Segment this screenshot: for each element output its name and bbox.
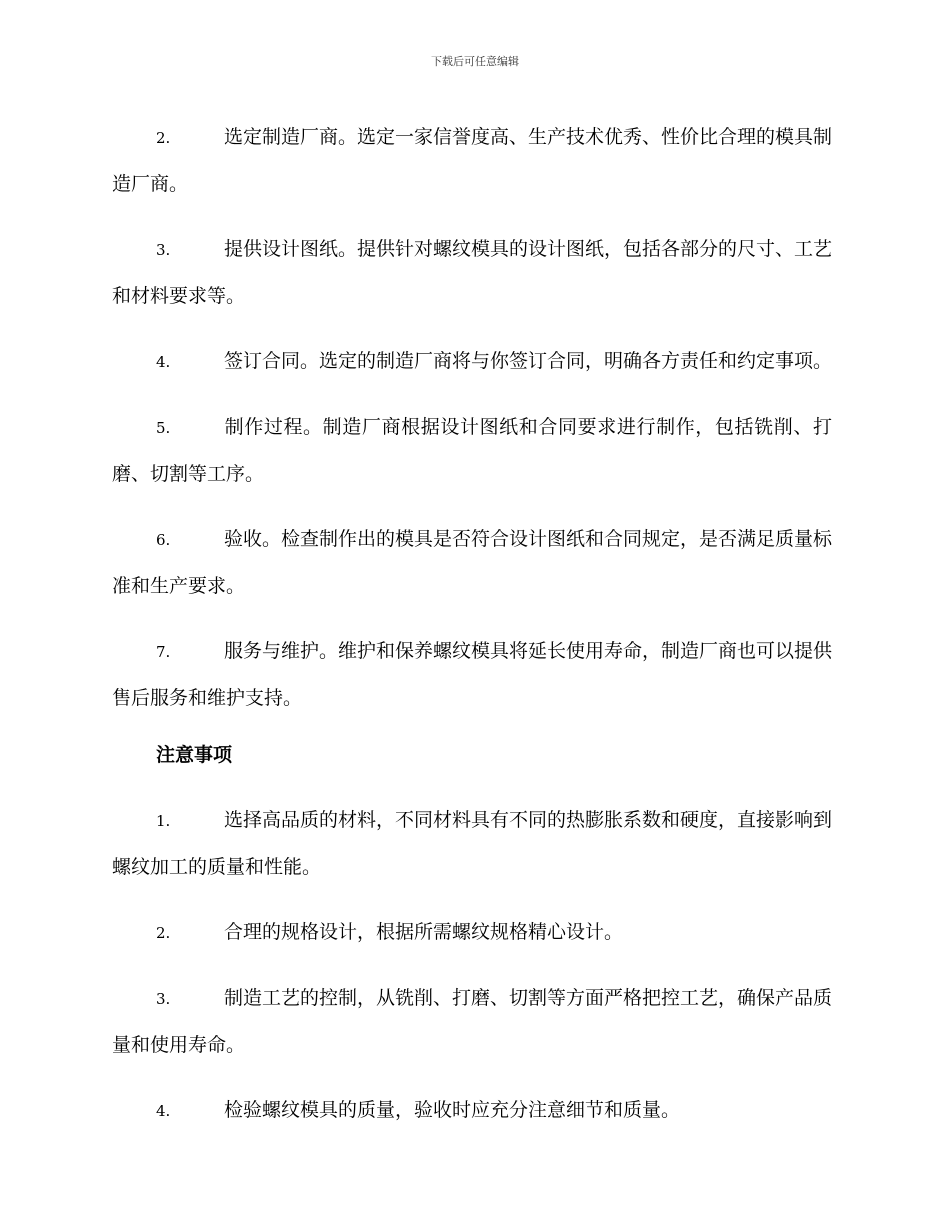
step-item: [112, 628, 832, 721]
note-text: 检验螺纹模具的质量，验收时应充分注意细节和质量。: [224, 1099, 681, 1121]
note-item: [112, 909, 832, 956]
step-item: [112, 404, 832, 497]
note-number: 4.: [156, 1102, 171, 1120]
step-item: [112, 114, 832, 207]
page-header: 下载后可任意编辑: [431, 55, 519, 68]
note-number: 1.: [156, 812, 171, 830]
step-text: 选定制造厂商。选定一家信誉度高、生产技术优秀、性价比合理的模具制造厂商。: [112, 126, 833, 195]
step-number: 7.: [156, 643, 171, 661]
note-item: [112, 1087, 832, 1134]
note-item: [112, 975, 832, 1068]
note-text: 合理的规格设计，根据所需螺纹规格精心设计。: [224, 921, 624, 943]
note-number: 3.: [156, 990, 171, 1008]
note-text: 制造工艺的控制，从铣削、打磨、切割等方面严格把控工艺，确保产品质量和使用寿命。: [112, 987, 833, 1056]
step-number: 2.: [156, 129, 171, 147]
step-item: [112, 338, 832, 385]
step-number: 5.: [156, 419, 171, 437]
step-text: 服务与维护。维护和保养螺纹模具将延长使用寿命，制造厂商也可以提供售后服务和维护支持。: [112, 640, 833, 709]
step-item: [112, 226, 832, 319]
step-number: 4.: [156, 353, 171, 371]
note-item: [112, 797, 832, 890]
step-text: 签订合同。选定的制造厂商将与你签订合同，明确各方责任和约定事项。: [224, 350, 833, 372]
step-text: 验收。检查制作出的模具是否符合设计图纸和合同规定，是否满足质量标准和生产要求。: [112, 528, 833, 597]
step-text: 制作过程。制造厂商根据设计图纸和合同要求进行制作，包括铣削、打磨、切割等工序。: [112, 416, 832, 485]
step-item: [112, 516, 832, 609]
step-text: 提供设计图纸。提供针对螺纹模具的设计图纸，包括各部分的尺寸、工艺和材料要求等。: [112, 238, 833, 307]
step-number: 6.: [156, 531, 171, 549]
document-body: [112, 114, 832, 1145]
notes-heading: 注意事项: [156, 744, 233, 766]
note-number: 2.: [156, 924, 171, 942]
note-text: 选择高品质的材料，不同材料具有不同的热膨胀系数和硬度，直接影响到螺纹加工的质量和性能。: [112, 809, 833, 878]
step-number: 3.: [156, 241, 171, 259]
